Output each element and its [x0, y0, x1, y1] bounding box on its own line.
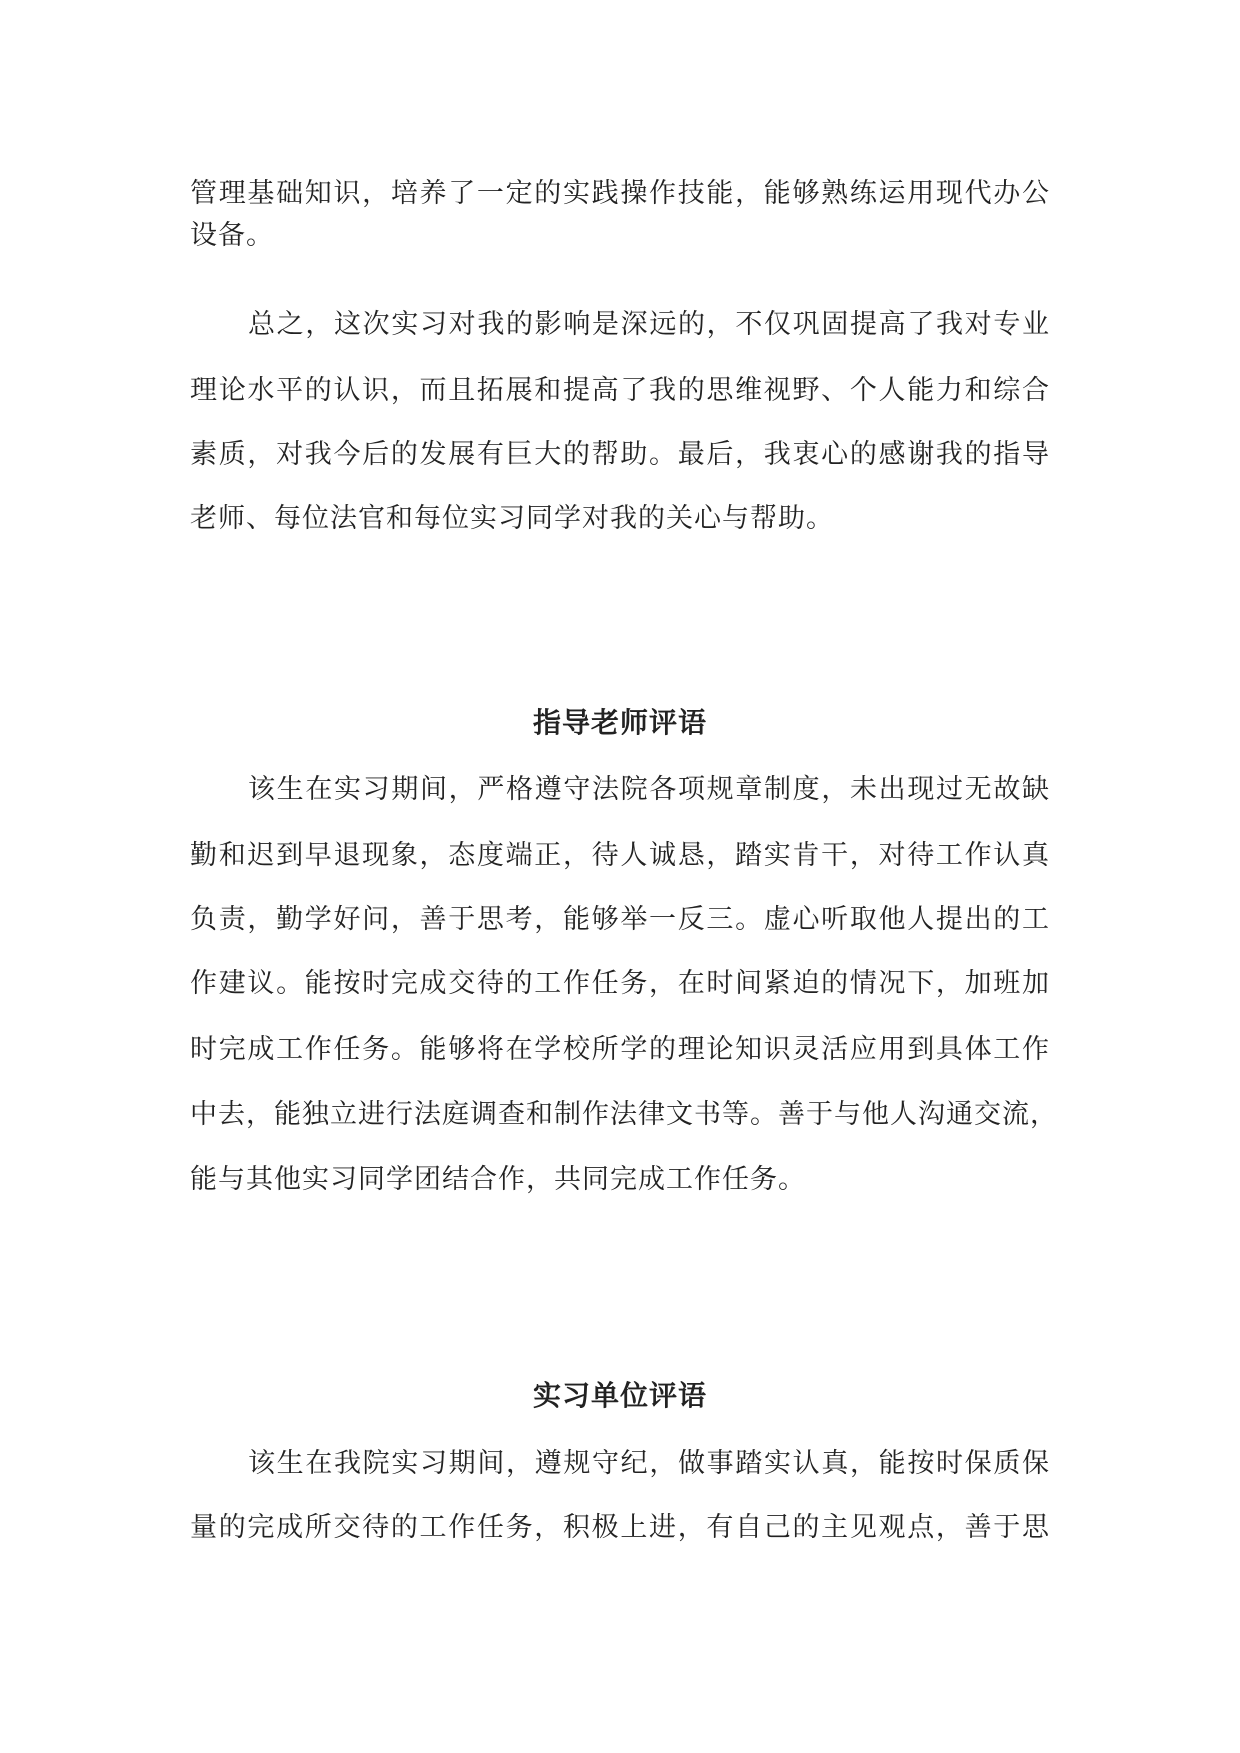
paragraph-line: 勤和迟到早退现象，态度端正，待人诚恳，踏实肯干，对待工作认真 — [190, 840, 1050, 871]
paragraph-line: 设备。 — [190, 220, 274, 251]
paragraph-line: 中去，能独立进行法庭调查和制作法律文书等。善于与他人沟通交流， — [190, 1099, 1058, 1130]
teacher-review-heading: 指导老师评语 — [532, 706, 707, 739]
paragraph-line: 作建议。能按时完成交待的工作任务，在时间紧迫的情况下，加班加 — [190, 968, 1050, 999]
paragraph-line: 素质，对我今后的发展有巨大的帮助。最后，我衷心的感谢我的指导 — [190, 439, 1050, 470]
paragraph-line: 量的完成所交待的工作任务，积极上进，有自己的主见观点，善于思 — [190, 1512, 1050, 1543]
paragraph-line: 老师、每位法官和每位实习同学对我的关心与帮助。 — [190, 503, 834, 534]
paragraph-line: 该生在我院实习期间，遵规守纪，做事踏实认真，能按时保质保 — [248, 1448, 1050, 1479]
paragraph-line: 负责，勤学好问，善于思考，能够举一反三。虚心听取他人提出的工 — [190, 904, 1050, 935]
paragraph-line: 时完成工作任务。能够将在学校所学的理论知识灵活应用到具体工作 — [190, 1034, 1050, 1065]
paragraph-line: 该生在实习期间，严格遵守法院各项规章制度，未出现过无故缺 — [248, 774, 1050, 805]
paragraph-line: 理论水平的认识，而且拓展和提高了我的思维视野、个人能力和综合 — [190, 375, 1050, 406]
unit-review-heading: 实习单位评语 — [532, 1379, 707, 1412]
paragraph-line: 能与其他实习同学团结合作，共同完成工作任务。 — [190, 1164, 806, 1195]
paragraph-line: 管理基础知识，培养了一定的实践操作技能，能够熟练运用现代办公 — [190, 178, 1050, 209]
paragraph-line: 总之，这次实习对我的影响是深远的，不仅巩固提高了我对专业 — [248, 309, 1050, 340]
